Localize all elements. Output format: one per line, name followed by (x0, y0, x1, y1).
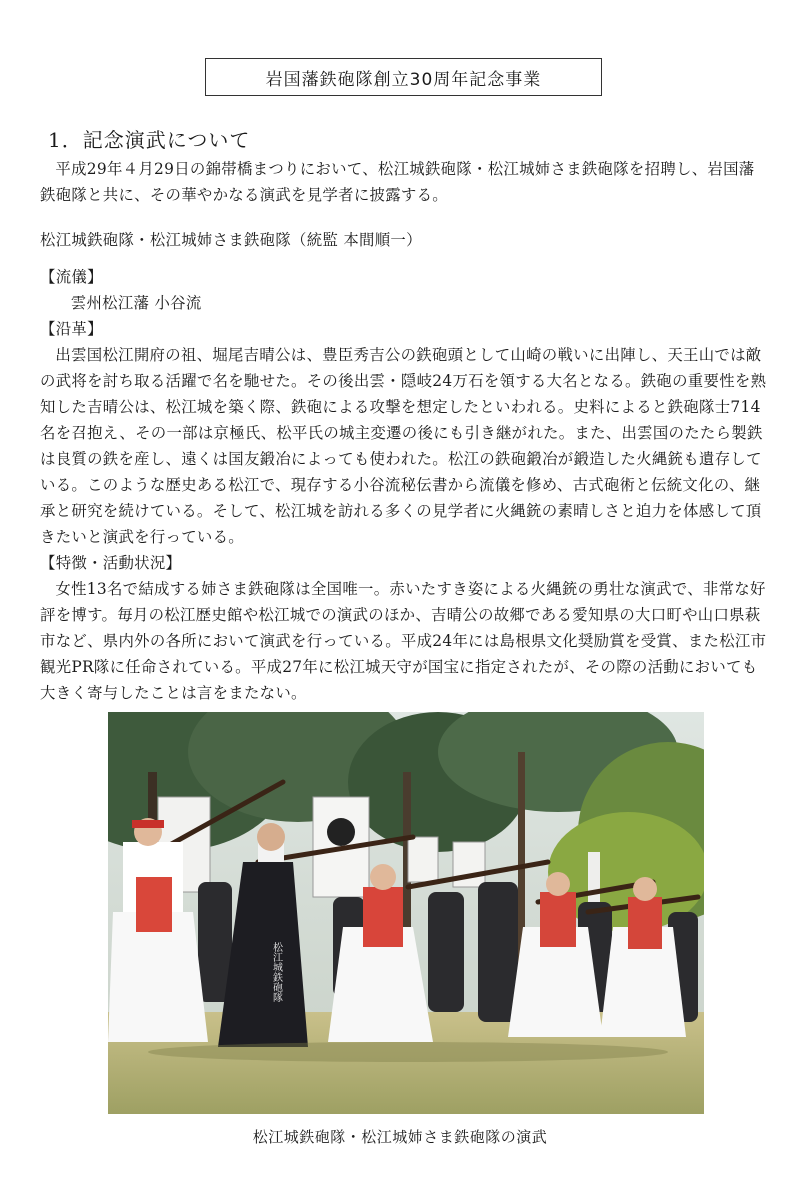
ryugi-value: 雲州松江藩 小谷流 (70, 294, 202, 312)
vest-lettering: 松江城鉄砲隊 (270, 942, 282, 1002)
team-line: 松江城鉄砲隊・松江城姉さま鉄砲隊（統監 本間順一） (40, 231, 422, 249)
tokucho-label: 【特徴・活動状況】 (40, 554, 182, 572)
page-title: 岩国藩鉄砲隊創立30周年記念事業 (205, 58, 602, 96)
team-line-block (40, 227, 768, 253)
enkaku-label: 【沿革】 (40, 320, 103, 338)
ryugi-label: 【流儀】 (40, 268, 103, 286)
section-heading: 1．記念演武について (48, 128, 251, 152)
intro-paragraph: 平成29年４月29日の錦帯橋まつりにおいて、松江城鉄砲隊・松江城姉さま鉄砲隊を招聘し、岩国藩鉄砲隊と共に、その華やかなる演武を見学者に披露する。 (40, 160, 755, 204)
enkaku-paragraph: 出雲国松江開府の祖、堀尾吉晴公は、豊臣秀吉公の鉄砲頭として山崎の戦いに出陣し、天王山では敵の武将を討ち取る活躍で名を馳せた。その後出雲・隠岐24万石を領する大名となる。鉄砲の重要性を熟知した吉晴公は、松江城を築く際、鉄砲による攻撃を想定したといわれる。史料によると鉄砲隊士714名を召抱え、その一部は京極氏、松平氏の城主変遷の後にも引き継がれた。また、出雲国のたたら製鉄は良質の鉄を産し、遠くは国友鍛冶によっても使われた。松江の鉄砲鍛冶が鍛造した火縄銃も遺存している。このような歴史ある松江で、現存する小谷流秘伝書から流儀を修め、古式砲術と伝統文化の、継承と研究を続けている。そして、松江城を訪れる多くの見学者に火縄銃の素晴しさと迫力を体感して頂きたいと演武を行っている。 (40, 346, 767, 546)
photo-caption: 松江城鉄砲隊・松江城姉さま鉄砲隊の演武 (252, 1128, 548, 1146)
matchlock-demonstration-photo (108, 712, 704, 1114)
details-block (40, 264, 768, 706)
tokucho-paragraph: 女性13名で結成する姉さま鉄砲隊は全国唯一。赤いたすき姿による火縄銃の勇壮な演武で、非常な好評を博す。毎月の松江歴史館や松江城での演武のほか、吉晴公の故郷である愛知県の大口町や山口県萩市など、県内外の各所において演武を行っている。平成24年には島根県文化奨励賞を受賞、また松江市観光PR隊に任命されている。平成27年に松江城天守が国宝に指定されたが、その際の活動においても大きく寄与したことは言をまたない。 (40, 580, 767, 702)
intro-block (40, 156, 768, 208)
